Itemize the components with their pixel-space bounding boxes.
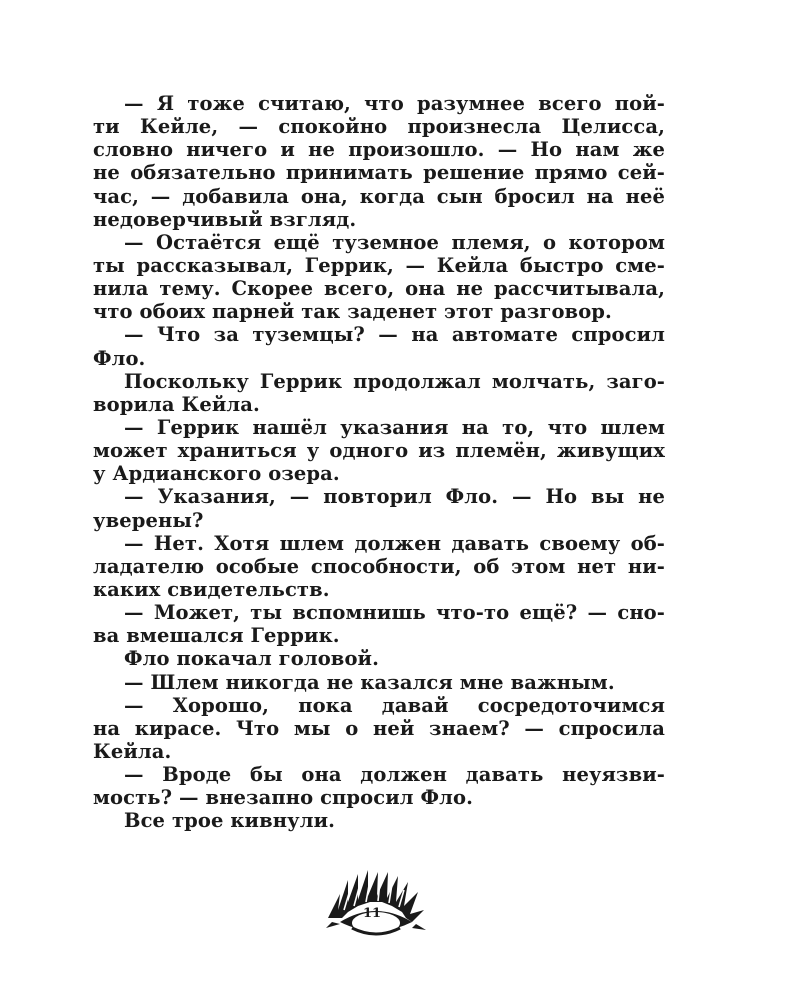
text-line: ты рассказывал, Геррик, — Кейла быстро сме- — [93, 253, 665, 277]
text-line: — Остаётся ещё туземное племя, о котором — [124, 230, 665, 254]
page-number: 11 — [362, 906, 382, 921]
text-line: час, — добавила она, когда сын бросил на неё — [93, 184, 665, 208]
text-line: Фло покачал головой. — [124, 647, 380, 671]
text-line: ти Кейле, — спокойно произнесла Целисса, — [93, 115, 665, 139]
text-line: — Вроде бы она должен давать неуязви- — [124, 763, 665, 787]
text-line: нила тему. Скорее всего, она не рассчитывала, — [93, 277, 665, 301]
text-line: — Указания, — повторил Фло. — Но вы не — [124, 485, 665, 509]
text-line: — Может, ты вспомнишь что-то ещё? — сно- — [124, 601, 665, 625]
text-line: — Я тоже считаю, что разумнее всего пой- — [124, 92, 665, 115]
text-line: Фло. — [93, 346, 146, 370]
text-line: словно ничего и не произошло. — Но нам же — [93, 138, 665, 162]
text-line: Поскольку Геррик продолжал молчать, заго- — [124, 369, 665, 393]
text-line: у Ардианского озера. — [93, 462, 340, 486]
text-line: — Нет. Хотя шлем должен давать своему об- — [124, 531, 665, 555]
text-line: Все трое кивнули. — [124, 809, 336, 833]
text-line: на кирасе. Что мы о ней знаем? — спросила — [93, 716, 665, 740]
text-line: ладателю особые способности, об этом нет ни- — [93, 554, 665, 578]
text-line: — Геррик нашёл указания на то, что шлем — [124, 415, 665, 439]
text-line: Кейла. — [93, 739, 172, 763]
text-line: что обоих парней так заденет этот разговор. — [93, 300, 612, 324]
page-text — [93, 92, 665, 833]
text-line: мость? — внезапно спросил Фло. — [93, 786, 473, 810]
text-line: — Что за туземцы? — на автомате спросил — [124, 323, 665, 347]
flame-sun-ornament-icon — [322, 866, 430, 938]
text-line: каких свидетельств. — [93, 577, 330, 601]
text-line: может храниться у одного из племён, живущих — [93, 439, 665, 463]
text-line: — Хорошо, пока давай сосредоточимся — [124, 693, 665, 717]
text-line: — Шлем никогда не казался мне важным. — [124, 670, 615, 694]
text-line: уверены? — [93, 508, 204, 532]
text-line: не обязательно принимать решение прямо сей- — [93, 161, 665, 185]
text-line: недоверчивый взгляд. — [93, 207, 357, 231]
text-line: ворила Кейла. — [93, 392, 260, 416]
page-folio — [322, 866, 430, 938]
text-line: ва вмешался Геррик. — [93, 624, 340, 648]
